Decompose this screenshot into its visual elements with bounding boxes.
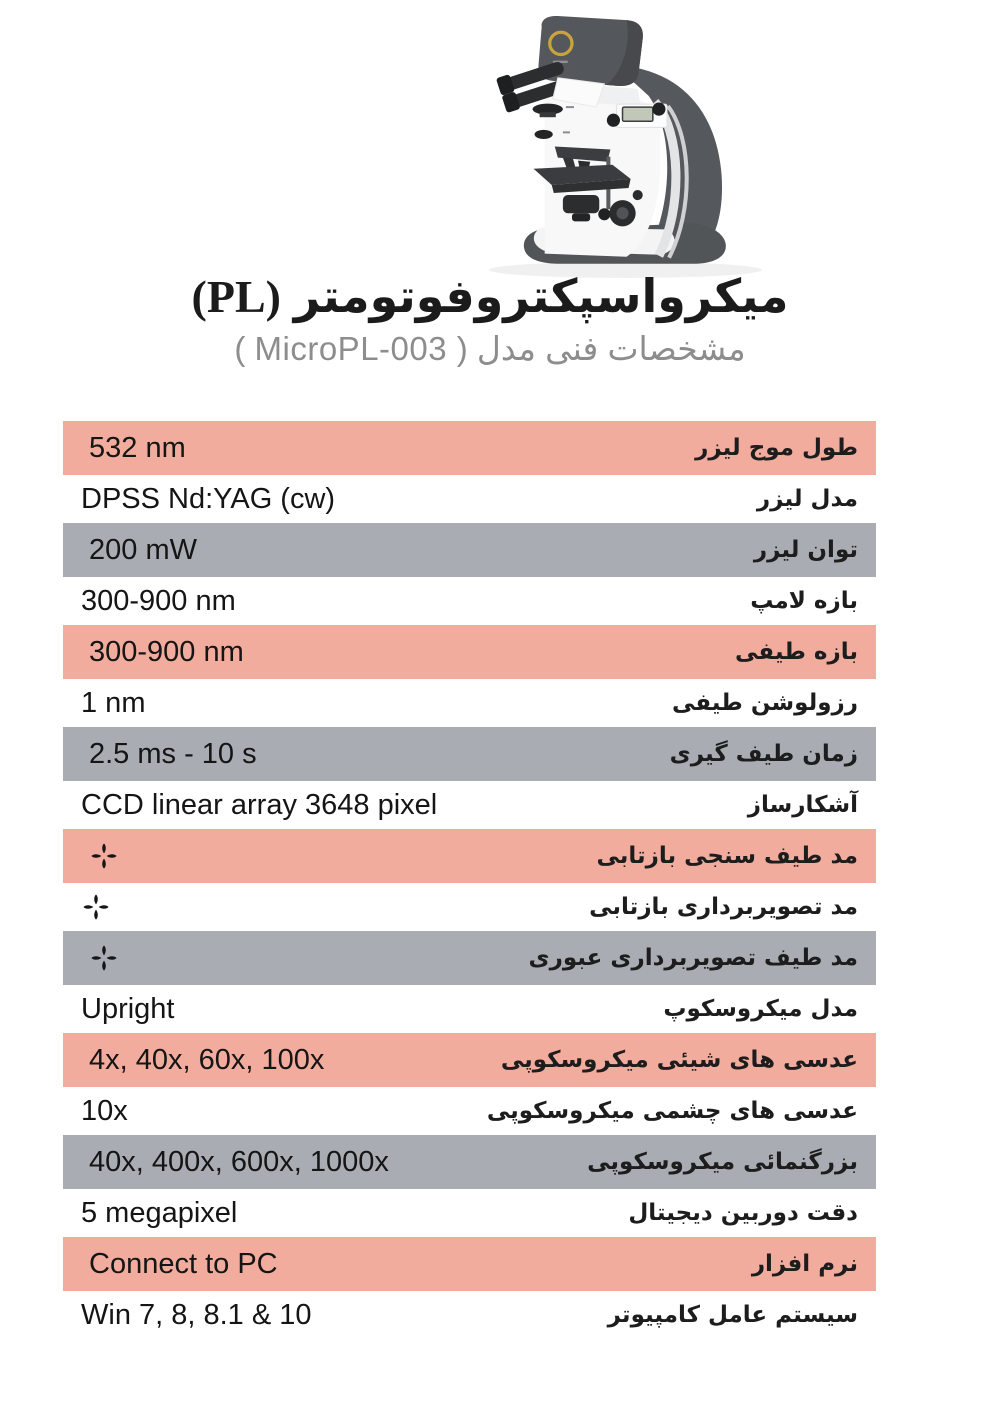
spec-value	[81, 892, 111, 922]
spec-row	[63, 679, 876, 727]
spec-row	[63, 1033, 876, 1087]
title-block	[0, 268, 980, 369]
spec-value	[81, 1197, 237, 1230]
spec-value-text: 2.5 ms - 10 s	[89, 737, 257, 770]
spec-value-text: 40x, 400x, 600x, 1000x	[89, 1145, 389, 1178]
spec-row	[63, 1135, 876, 1189]
spec-value	[81, 585, 236, 618]
spec-row	[63, 829, 876, 883]
microscope-illustration	[428, 5, 813, 283]
four-petal-check-icon	[89, 943, 119, 973]
page-title	[0, 268, 980, 326]
spec-value-text: Upright	[81, 992, 175, 1025]
spec-label: آشکارساز	[747, 792, 858, 818]
microscope-product-image	[428, 5, 813, 283]
spec-value-text: 4x, 40x, 60x, 100x	[89, 1043, 325, 1076]
spec-value-text: DPSS Nd:YAG (cw)	[81, 482, 336, 515]
page-title-latin: (PL)	[191, 271, 281, 322]
spec-row	[63, 421, 876, 475]
spec-value-text: 10x	[81, 1094, 128, 1127]
page-subtitle-farsi: مشخصات فنی مدل	[476, 329, 746, 367]
page-subtitle	[0, 328, 980, 369]
spec-value	[89, 943, 119, 973]
spec-label: عدسی های چشمی میکروسکوپی	[486, 1098, 858, 1124]
spec-value	[89, 1044, 324, 1077]
spec-value	[89, 534, 197, 567]
spec-row	[63, 475, 876, 523]
spec-label: مد طیف سنجی بازتابی	[596, 843, 858, 869]
spec-value-text: 300-900 nm	[81, 584, 236, 617]
spec-value	[89, 636, 244, 669]
spec-value-text: 200 mW	[89, 533, 197, 566]
spec-row	[63, 985, 876, 1033]
spec-value	[81, 789, 437, 822]
four-petal-check-icon	[81, 892, 111, 922]
spec-row	[63, 523, 876, 577]
spec-row	[63, 931, 876, 985]
spec-label: بازه لامپ	[750, 588, 858, 614]
spec-row	[63, 1087, 876, 1135]
spec-label: عدسی های شیئی میکروسکوپی	[500, 1047, 858, 1073]
spec-label: نرم افزار	[751, 1251, 858, 1277]
spec-row	[63, 1237, 876, 1291]
spec-label: سیستم عامل کامپیوتر	[607, 1302, 858, 1328]
spec-row	[63, 1291, 876, 1339]
spec-row	[63, 577, 876, 625]
spec-row	[63, 727, 876, 781]
spec-value	[81, 483, 335, 516]
page-subtitle-model: ( MicroPL-003 )	[234, 329, 468, 367]
spec-value-text: CCD linear array 3648 pixel	[81, 788, 438, 821]
spec-value	[89, 738, 257, 771]
spec-row	[63, 883, 876, 931]
page-title-farsi: میکرواسپکتروفوتومتر	[293, 270, 789, 322]
spec-label: مد طیف تصویربرداری عبوری	[528, 945, 858, 971]
spec-value	[81, 993, 175, 1026]
spec-value-text: Connect to PC	[89, 1247, 278, 1280]
spec-label: رزولوشن طیفی	[671, 690, 858, 716]
spec-label: مدل میکروسکوپ	[663, 996, 858, 1022]
spec-label: طول موج لیزر	[695, 435, 858, 461]
spec-value	[89, 432, 186, 465]
spec-value	[89, 841, 119, 871]
spec-value-text: Win 7, 8, 8.1 & 10	[81, 1298, 312, 1331]
spec-value-text: 1 nm	[81, 686, 146, 719]
four-petal-check-icon	[89, 841, 119, 871]
spec-row	[63, 1189, 876, 1237]
spec-value	[81, 1095, 128, 1128]
spec-value-text: 5 megapixel	[81, 1196, 238, 1229]
spec-label: دقت دوربین دیجیتال	[628, 1200, 858, 1226]
spec-value	[89, 1248, 278, 1281]
spec-value	[81, 1299, 312, 1332]
spec-value-text: 300-900 nm	[89, 635, 244, 668]
spec-value-text: 532 nm	[89, 431, 186, 464]
spec-label: توان لیزر	[753, 537, 858, 563]
spec-label: بزرگنمائی میکروسکوپی	[587, 1149, 858, 1175]
spec-row	[63, 781, 876, 829]
spec-label: زمان طیف گیری	[669, 741, 858, 767]
spec-label: بازه طیفی	[735, 639, 858, 665]
spec-value	[81, 687, 145, 720]
spec-table	[63, 421, 876, 1339]
spec-value	[89, 1146, 389, 1179]
spec-row	[63, 625, 876, 679]
spec-label: مد تصویربرداری بازتابی	[589, 894, 858, 920]
spec-label: مدل لیزر	[756, 486, 858, 512]
